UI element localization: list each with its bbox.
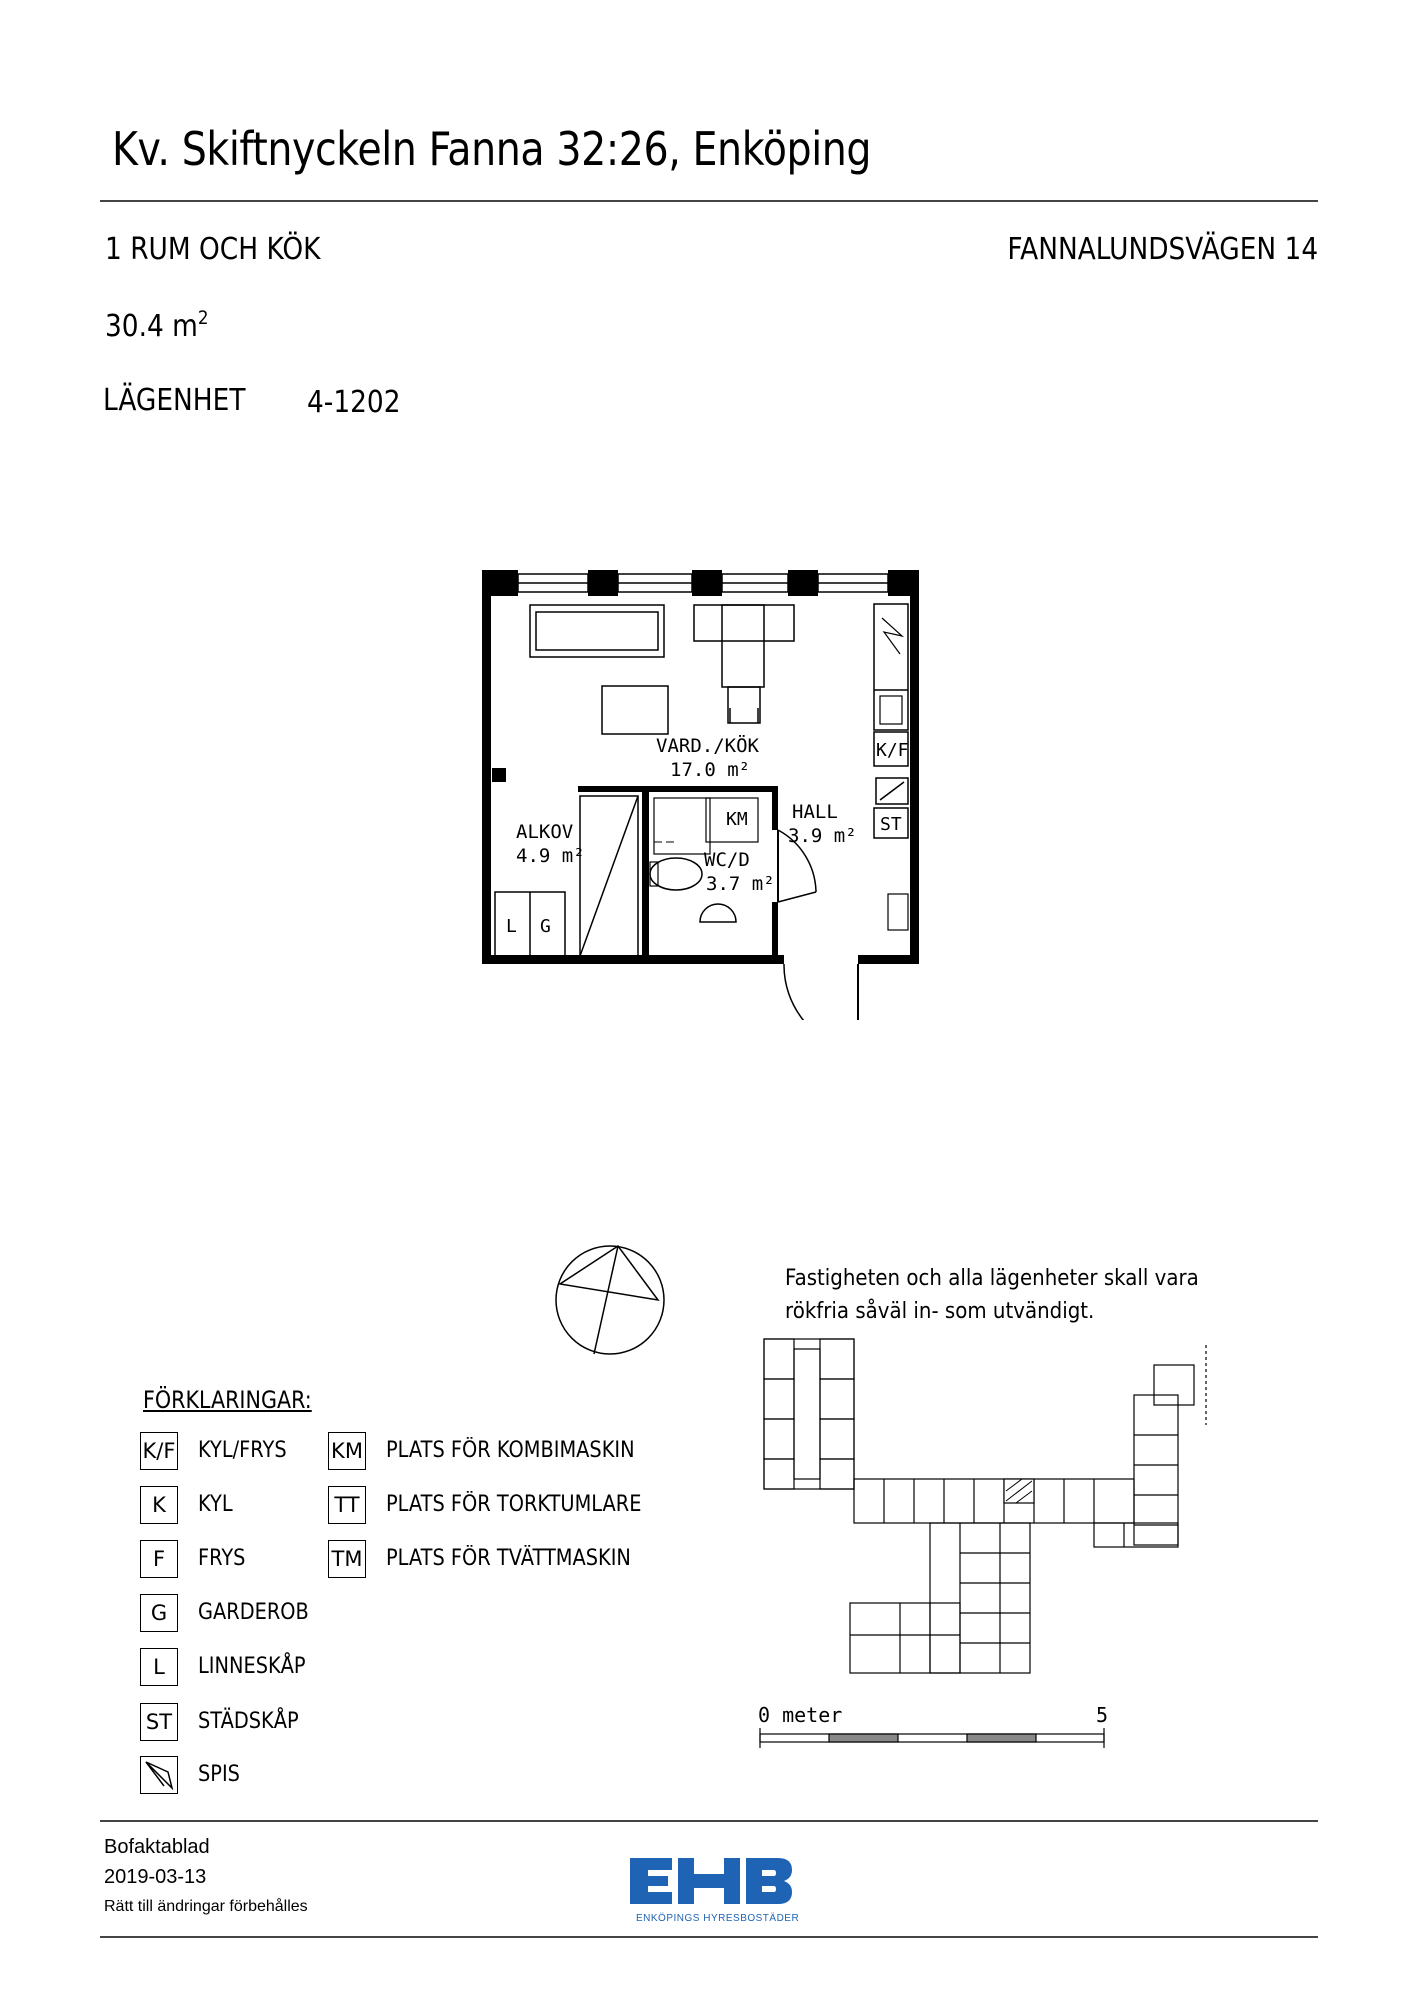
header-divider xyxy=(100,200,1318,202)
room-wc-name: WC/D xyxy=(704,849,750,871)
room-count: 1 RUM OCH KÖK xyxy=(105,232,321,267)
legend-code: G xyxy=(140,1594,178,1632)
ehb-logo xyxy=(628,1850,794,1912)
legend-code: K/F xyxy=(140,1432,178,1470)
legend-label: FRYS xyxy=(198,1546,246,1571)
legend-title: FÖRKLARINGAR: xyxy=(143,1386,312,1414)
legend-label: PLATS FÖR TVÄTTMASKIN xyxy=(386,1546,631,1571)
legend-code: L xyxy=(140,1648,178,1686)
spis-icon xyxy=(140,1756,178,1794)
logo-subtitle: ENKÖPINGS HYRESBOSTÄDER xyxy=(636,1913,800,1924)
room-hall-name: HALL xyxy=(792,801,838,823)
legend-label: STÄDSKÅP xyxy=(198,1709,299,1734)
mark-g: G xyxy=(540,916,551,937)
footer-divider-top xyxy=(100,1820,1318,1822)
building-key-plan xyxy=(760,1335,1240,1695)
mark-st: ST xyxy=(880,814,902,835)
legend-code: TM xyxy=(328,1540,366,1578)
footer-divider-bottom xyxy=(100,1936,1318,1938)
street-address: FANNALUNDSVÄGEN 14 xyxy=(1007,232,1318,267)
scale-bar xyxy=(752,1700,1122,1756)
legend-code: ST xyxy=(140,1703,178,1741)
legend-code: KM xyxy=(328,1432,366,1470)
apartment-area: 30.4 $m^2$ xyxy=(105,307,209,344)
room-alcove-name: ALKOV xyxy=(516,821,574,843)
legend-code: TT xyxy=(328,1486,366,1524)
mark-l: L xyxy=(506,916,517,937)
scale-end-label: 5 xyxy=(1096,1703,1109,1727)
smoke-free-note: Fastigheten och alla lägenheter skall vara rökfria såväl in- som utvändigt. xyxy=(785,1266,1199,1324)
room-wc-area: 3.7 m² xyxy=(706,873,775,895)
room-hall-area: 3.9 m² xyxy=(788,825,857,847)
legend-label: GARDEROB xyxy=(198,1600,309,1625)
document-title: Kv. Skiftnyckeln Fanna 32:26, Enköping xyxy=(112,122,872,176)
scale-start-label: 0 meter xyxy=(758,1703,843,1727)
legend-label: PLATS FÖR KOMBIMASKIN xyxy=(386,1438,635,1463)
legend-label: KYL/FRYS xyxy=(198,1438,287,1463)
room-alcove-area: 4.9 m² xyxy=(516,845,585,867)
mark-km: KM xyxy=(726,809,748,830)
footer-date: 2019-03-13 xyxy=(104,1866,207,1888)
footer-disclaimer: Rätt till ändringar förbehålles xyxy=(104,1898,308,1915)
legend-label: LINNESKÅP xyxy=(198,1654,306,1679)
room-living-name: VARD./KÖK xyxy=(656,735,759,757)
legend-label: KYL xyxy=(198,1492,233,1517)
apartment-label: LÄGENHET xyxy=(103,383,246,418)
compass-icon xyxy=(550,1240,670,1360)
mark-kf: K/F xyxy=(876,740,909,761)
room-living-area: 17.0 m² xyxy=(670,759,751,781)
legend-label: PLATS FÖR TORKTUMLARE xyxy=(386,1492,642,1517)
legend-label: SPIS xyxy=(198,1762,240,1787)
floor-plan xyxy=(470,560,930,1020)
legend-code: K xyxy=(140,1486,178,1524)
footer-doc-type: Bofaktablad xyxy=(104,1836,210,1858)
legend-code: F xyxy=(140,1540,178,1578)
apartment-number: 4-1202 xyxy=(307,385,401,420)
